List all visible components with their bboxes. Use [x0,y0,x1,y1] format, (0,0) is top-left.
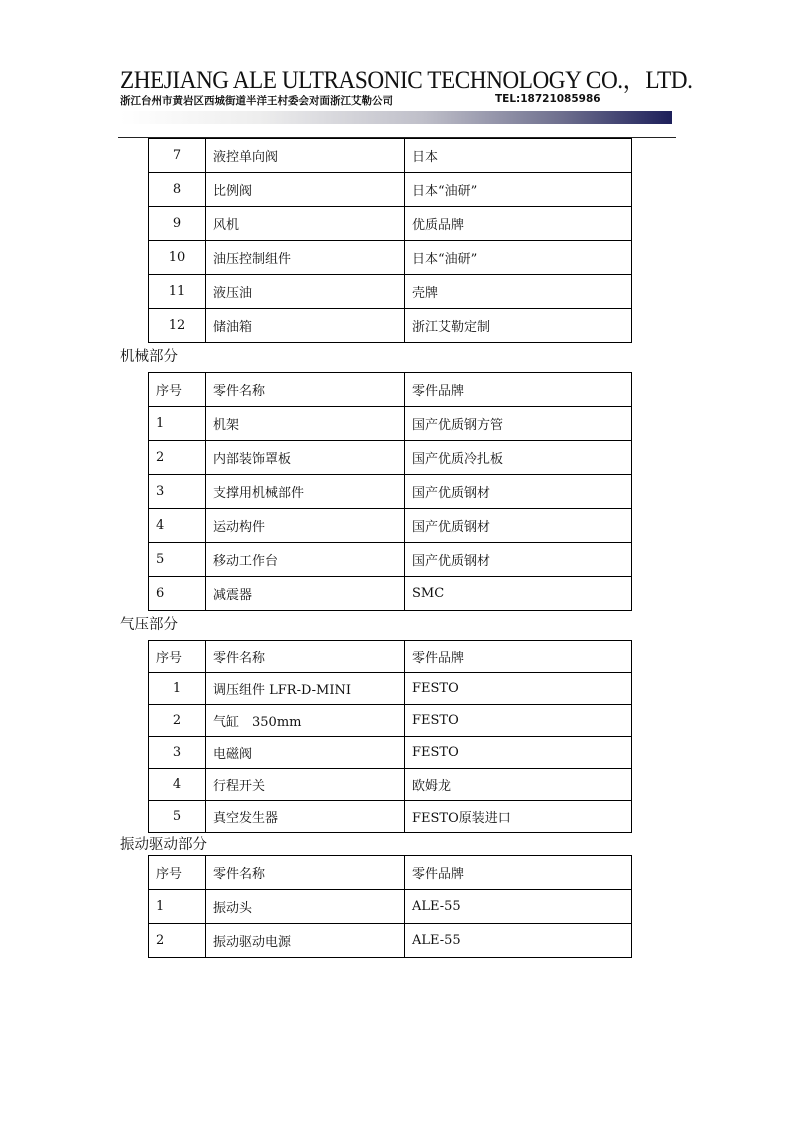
row-number: 4 [149,769,206,801]
table-row [149,139,632,173]
part-brand: 国产优质冷扎板 [405,441,632,475]
row-number: 8 [149,173,206,207]
table-row [149,673,632,705]
document-body [0,138,794,958]
row-number: 12 [149,309,206,343]
part-brand: FESTO [405,673,632,705]
row-number: 1 [149,407,206,441]
part-name: 风机 [206,207,405,241]
section-title-pneumatic: 气压部分 [120,617,178,633]
table-row [149,769,632,801]
table-header-row [149,373,632,407]
hydraulic-parts-table [148,138,632,343]
part-brand: 浙江艾勒定制 [405,309,632,343]
header-telephone: TEL:18721085986 [495,93,601,105]
part-brand: 日本 [405,139,632,173]
header-company-name: ZHEJIANG ALE ULTRASONIC TECHNOLOGY CO.，LTD. [120,67,693,94]
table-row [149,275,632,309]
section-title-vibration-drive: 振动驱动部分 [120,837,207,853]
part-name: 电磁阀 [206,737,405,769]
vibration-parts-table [148,855,632,958]
part-name: 运动构件 [206,509,405,543]
table-header-row [149,641,632,673]
table-row [149,890,632,924]
part-brand: 日本“油研” [405,241,632,275]
row-number: 3 [149,475,206,509]
row-number: 1 [149,673,206,705]
part-brand: SMC [405,577,632,611]
header-address: 浙江台州市黄岩区西城街道半洋王村委会对面浙江艾勒公司 [120,95,393,107]
part-brand: 国产优质钢材 [405,475,632,509]
part-brand: ALE-55 [405,924,632,958]
part-name: 液压油 [206,275,405,309]
part-brand: ALE-55 [405,890,632,924]
header-address-line [120,93,601,108]
part-name: 减震器 [206,577,405,611]
table-row [149,801,632,833]
row-number: 7 [149,139,206,173]
pneumatic-parts-table [148,640,632,833]
row-number: 1 [149,890,206,924]
column-header-brand: 零件品牌 [405,641,632,673]
part-name: 机架 [206,407,405,441]
table-row [149,475,632,509]
part-brand: 国产优质钢材 [405,509,632,543]
column-header-brand: 零件品牌 [405,856,632,890]
part-name: 液控单向阀 [206,139,405,173]
row-number: 11 [149,275,206,309]
row-number: 2 [149,441,206,475]
header-gradient-bar [120,111,672,124]
part-brand: 壳牌 [405,275,632,309]
part-name: 真空发生器 [206,801,405,833]
table-row [149,577,632,611]
row-number: 10 [149,241,206,275]
part-name: 移动工作台 [206,543,405,577]
row-number: 9 [149,207,206,241]
table-row [149,309,632,343]
column-header-number: 序号 [149,641,206,673]
table-row [149,441,632,475]
column-header-number: 序号 [149,856,206,890]
part-name: 油压控制组件 [206,241,405,275]
part-brand: 日本“油研” [405,173,632,207]
part-name: 振动驱动电源 [206,924,405,958]
table-row [149,207,632,241]
column-header-part-name: 零件名称 [206,373,405,407]
part-name: 行程开关 [206,769,405,801]
column-header-brand: 零件品牌 [405,373,632,407]
part-name: 振动头 [206,890,405,924]
column-header-part-name: 零件名称 [206,641,405,673]
part-brand: FESTO [405,737,632,769]
table-row [149,173,632,207]
part-brand: 优质品牌 [405,207,632,241]
part-name: 储油箱 [206,309,405,343]
part-brand: 欧姆龙 [405,769,632,801]
table-row [149,737,632,769]
part-name: 调压组件 LFR-D-MINI [206,673,405,705]
part-name: 比例阀 [206,173,405,207]
column-header-number: 序号 [149,373,206,407]
part-name: 支撑用机械部件 [206,475,405,509]
row-number: 5 [149,801,206,833]
part-brand: 国产优质钢材 [405,543,632,577]
table-header-row [149,856,632,890]
row-number: 4 [149,509,206,543]
column-header-part-name: 零件名称 [206,856,405,890]
mechanical-parts-table [148,372,632,611]
part-name: 气缸 350mm [206,705,405,737]
table-row [149,543,632,577]
row-number: 2 [149,924,206,958]
row-number: 3 [149,737,206,769]
part-brand: FESTO [405,705,632,737]
section-title-mechanical: 机械部分 [120,349,178,365]
table-row [149,509,632,543]
part-brand: 国产优质钢方管 [405,407,632,441]
table-row [149,407,632,441]
part-name: 内部装饰罩板 [206,441,405,475]
row-number: 5 [149,543,206,577]
part-brand: FESTO原装进口 [405,801,632,833]
table-row [149,241,632,275]
row-number: 6 [149,577,206,611]
row-number: 2 [149,705,206,737]
table-row [149,705,632,737]
table-row [149,924,632,958]
